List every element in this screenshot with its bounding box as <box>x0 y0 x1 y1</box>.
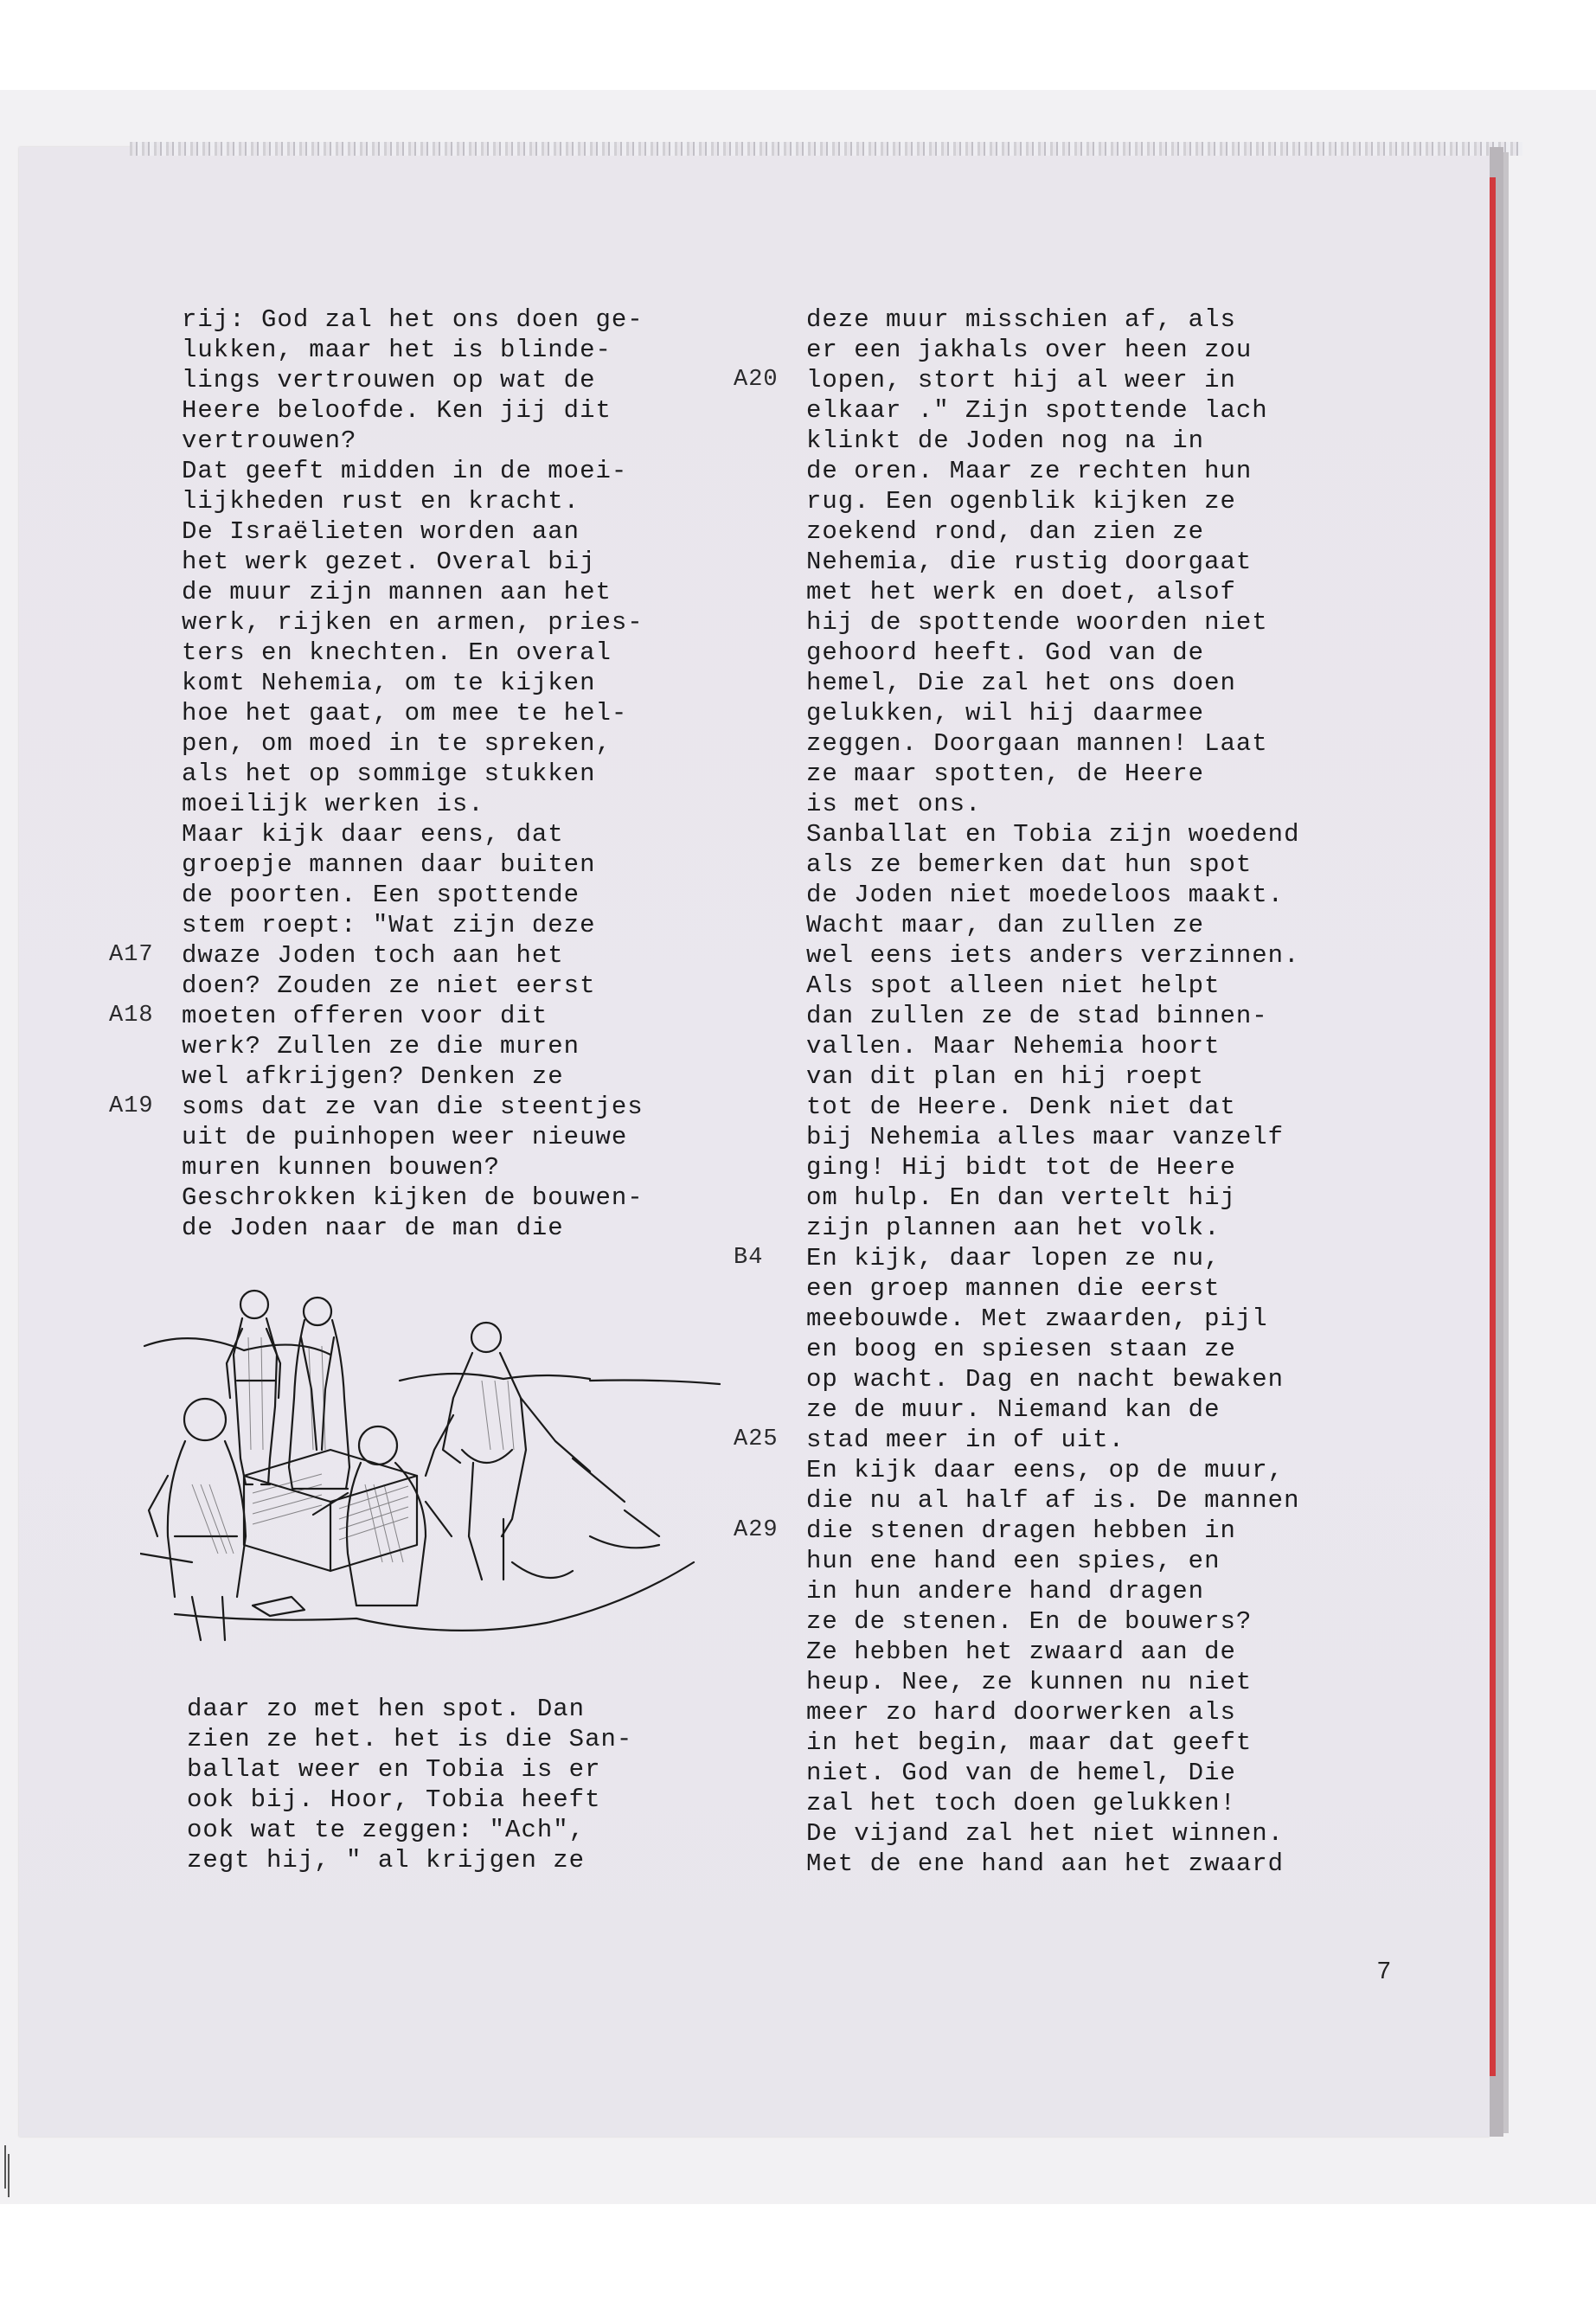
text-line: rij: God zal het ons doen ge- <box>182 305 644 334</box>
right-column-text <box>806 304 1300 1879</box>
scan-margin-marks <box>0 2137 35 2206</box>
text-line: meebouwde. Met zwaarden, pijl <box>806 1304 1268 1333</box>
text-line: soms dat ze van die steentjes <box>182 1093 644 1121</box>
text-line: ze de stenen. En de bouwers? <box>806 1607 1253 1636</box>
text-line: dan zullen ze de stad binnen- <box>806 1002 1268 1030</box>
text-line: moeilijk werken is. <box>182 790 484 818</box>
text-line: deze muur misschien af, als <box>806 305 1236 334</box>
text-line: zien ze het. het is die San- <box>187 1725 633 1753</box>
text-line: lopen, stort hij al weer in <box>806 366 1236 394</box>
text-line: wel eens iets anders verzinnen. <box>806 941 1300 970</box>
text-line: ook bij. Hoor, Tobia heeft <box>187 1785 601 1814</box>
text-line: En kijk daar eens, op de muur, <box>806 1456 1285 1484</box>
text-line: hoe het gaat, om mee te hel- <box>182 699 628 727</box>
text-line: klinkt de Joden nog na in <box>806 426 1205 455</box>
text-line: Nehemia, die rustig doorgaat <box>806 548 1253 576</box>
text-line: zoekend rond, dan zien ze <box>806 517 1205 546</box>
text-line: werk? Zullen ze die muren <box>182 1032 580 1061</box>
text-line: gelukken, wil hij daarmee <box>806 699 1205 727</box>
text-line: doen? Zouden ze niet eerst <box>182 971 596 1000</box>
reference-marker: A18 <box>109 1003 154 1029</box>
text-line: hun ene hand een spies, en <box>806 1547 1221 1575</box>
text-line: tot de Heere. Denk niet dat <box>806 1093 1236 1121</box>
text-line: op wacht. Dag en nacht bewaken <box>806 1365 1285 1394</box>
reference-marker: A17 <box>109 942 154 968</box>
text-line: muren kunnen bouwen? <box>182 1153 501 1182</box>
book-cover-outer-edge <box>1503 152 1509 2133</box>
text-line: zijn plannen aan het volk. <box>806 1214 1221 1242</box>
text-line: pen, om moed in te spreken, <box>182 729 612 758</box>
page-number: 7 <box>1377 1957 1391 1984</box>
text-line: de Joden niet moedeloos maakt. <box>806 881 1285 909</box>
text-line: komt Nehemia, om te kijken <box>182 669 596 697</box>
text-line: ze de muur. Niemand kan de <box>806 1395 1221 1424</box>
text-line: Wacht maar, dan zullen ze <box>806 911 1205 939</box>
text-line: ters en knechten. En overal <box>182 638 612 667</box>
text-line: dwaze Joden toch aan het <box>182 941 564 970</box>
text-line: lijkheden rust en kracht. <box>182 487 580 516</box>
text-line: in het begin, maar dat geeft <box>806 1728 1253 1757</box>
page-top-edge <box>130 142 1522 156</box>
text-line: ze maar spotten, de Heere <box>806 760 1205 788</box>
text-line: meer zo hard doorwerken als <box>806 1698 1236 1727</box>
text-line: Maar kijk daar eens, dat <box>182 820 564 849</box>
text-line: lings vertrouwen op wat de <box>182 366 596 394</box>
text-line: rug. Een ogenblik kijken ze <box>806 487 1236 516</box>
text-line: van dit plan en hij roept <box>806 1062 1205 1091</box>
text-line: Ze hebben het zwaard aan de <box>806 1638 1236 1666</box>
text-line: De Israëlieten worden aan <box>182 517 580 546</box>
text-line: De vijand zal het niet winnen. <box>806 1819 1285 1848</box>
text-line: de Joden naar de man die <box>182 1214 564 1242</box>
reference-marker: A25 <box>734 1426 779 1452</box>
text-line: om hulp. En dan vertelt hij <box>806 1183 1236 1212</box>
text-line: groepje mannen daar buiten <box>182 850 596 879</box>
text-line: de oren. Maar ze rechten hun <box>806 457 1253 485</box>
text-line: elkaar ." Zijn spottende lach <box>806 396 1268 425</box>
text-line: zegt hij, " al krijgen ze <box>187 1846 586 1875</box>
text-line: vallen. Maar Nehemia hoort <box>806 1032 1221 1061</box>
text-line: die nu al half af is. De mannen <box>806 1486 1300 1515</box>
text-line: en boog en spiesen staan ze <box>806 1335 1236 1363</box>
text-line: vertrouwen? <box>182 426 357 455</box>
text-line: zeggen. Doorgaan mannen! Laat <box>806 729 1268 758</box>
text-line: heup. Nee, ze kunnen nu niet <box>806 1668 1253 1696</box>
text-line: Sanballat en Tobia zijn woedend <box>806 820 1300 849</box>
text-line: Als spot alleen niet helpt <box>806 971 1221 1000</box>
text-line: niet. God van de hemel, Die <box>806 1759 1236 1787</box>
text-line: stad meer in of uit. <box>806 1426 1125 1454</box>
text-line: gehoord heeft. God van de <box>806 638 1205 667</box>
text-line: de poorten. Een spottende <box>182 881 580 909</box>
text-line: Dat geeft midden in de moei- <box>182 457 628 485</box>
text-line: stem roept: "Wat zijn deze <box>182 911 596 939</box>
text-line: ook wat te zeggen: "Ach", <box>187 1816 586 1844</box>
reference-marker: A29 <box>734 1517 779 1543</box>
text-line: als het op sommige stukken <box>182 760 596 788</box>
text-line: bij Nehemia alles maar vanzelf <box>806 1123 1285 1151</box>
left-column-text <box>182 304 644 1243</box>
text-line: Geschrokken kijken de bouwen- <box>182 1183 644 1212</box>
text-line: een groep mannen die eerst <box>806 1274 1221 1303</box>
text-line: met het werk en doet, alsof <box>806 578 1236 606</box>
text-line: ballat weer en Tobia is er <box>187 1755 601 1784</box>
text-line: hij de spottende woorden niet <box>806 608 1268 637</box>
left-column-bottom-text <box>187 1694 632 1875</box>
text-line: als ze bemerken dat hun spot <box>806 850 1253 879</box>
text-line: Met de ene hand aan het zwaard <box>806 1849 1285 1878</box>
text-line: moeten offeren voor dit <box>182 1002 548 1030</box>
text-line: En kijk, daar lopen ze nu, <box>806 1244 1221 1272</box>
book-cover-red-edge <box>1490 177 1496 2076</box>
text-line: de muur zijn mannen aan het <box>182 578 612 606</box>
illustration-builders-at-wall <box>140 1277 728 1666</box>
text-line: Heere beloofde. Ken jij dit <box>182 396 612 425</box>
text-line: het werk gezet. Overal bij <box>182 548 596 576</box>
text-line: er een jakhals over heen zou <box>806 336 1253 364</box>
text-line: wel afkrijgen? Denken ze <box>182 1062 564 1091</box>
text-line: uit de puinhopen weer nieuwe <box>182 1123 628 1151</box>
text-line: zal het toch doen gelukken! <box>806 1789 1236 1817</box>
text-line: werk, rijken en armen, pries- <box>182 608 644 637</box>
text-line: hemel, Die zal het ons doen <box>806 669 1236 697</box>
reference-marker: B4 <box>734 1245 764 1271</box>
text-line: daar zo met hen spot. Dan <box>187 1695 586 1723</box>
text-line: ging! Hij bidt tot de Heere <box>806 1153 1236 1182</box>
reference-marker: A19 <box>109 1093 154 1119</box>
reference-marker: A20 <box>734 367 779 393</box>
text-line: lukken, maar het is blinde- <box>182 336 612 364</box>
text-line: die stenen dragen hebben in <box>806 1516 1236 1545</box>
text-line: in hun andere hand dragen <box>806 1577 1205 1606</box>
text-line: is met ons. <box>806 790 982 818</box>
